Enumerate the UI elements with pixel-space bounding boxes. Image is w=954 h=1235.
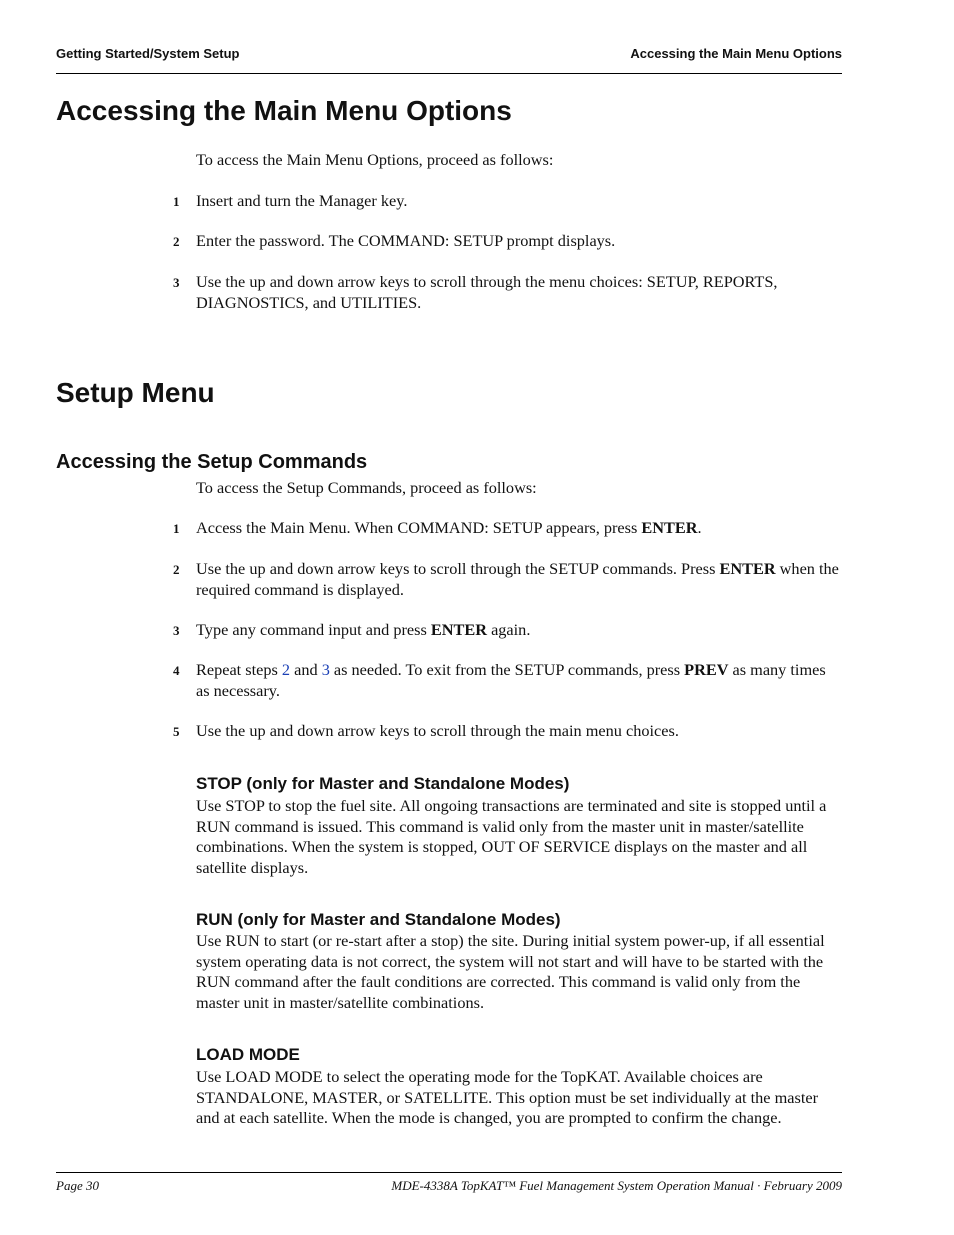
step-number: 3 <box>173 275 180 290</box>
header-section-title: Getting Started/System Setup <box>56 46 240 61</box>
step-text: Use the up and down arrow keys to scroll through the menu choices: SETUP, REPORTS, DIAGNOSTICS, and UTILITIES. <box>196 272 778 312</box>
step-text: Type any command input and press ENTER again. <box>196 620 531 639</box>
load-mode-description: Use LOAD MODE to select the operating mode for the TopKAT. Available choices are STANDALONE, MASTER, or SATELLITE. This option must be set individually at the master and at each satellite. When the mode is changed, you are prompted to confirm the change. <box>196 1067 818 1127</box>
stop-description: Use STOP to stop the fuel site. All ongoing transactions are terminated and site is stopped until a RUN command is issued. This command is valid only from the master unit in master/satellite combinations. When the system is stopped, OUT OF SERVICE displays on the master and all satellite displays. <box>196 796 827 877</box>
load-mode-heading: LOAD MODE <box>196 1045 300 1064</box>
main-menu-heading: Accessing the Main Menu Options <box>56 95 512 126</box>
step-2-link[interactable]: 2 <box>281 660 291 679</box>
stop-heading: STOP (only for Master and Standalone Modes) <box>196 774 570 793</box>
setup-menu-heading: Setup Menu <box>56 377 215 408</box>
page-number: Page 30 <box>56 1178 99 1193</box>
step-text: Use the up and down arrow keys to scroll through the main menu choices. <box>196 721 679 740</box>
step-number: 3 <box>173 623 180 638</box>
setup-commands-intro: To access the Setup Commands, proceed as follows: <box>196 478 537 497</box>
step-number: 4 <box>173 663 180 678</box>
enter-key-label: ENTER <box>641 518 698 537</box>
step-text: Use the up and down arrow keys to scroll through the SETUP commands. Press ENTER when the required command is displayed. <box>196 559 839 599</box>
document-title: MDE-4338A TopKAT™ Fuel Management System Operation Manual · February 2009 <box>391 1178 842 1193</box>
step-number: 1 <box>173 194 180 209</box>
step-number: 1 <box>173 521 180 536</box>
page-footer <box>56 1172 842 1193</box>
setup-commands-heading: Accessing the Setup Commands <box>56 451 368 473</box>
run-heading: RUN (only for Master and Standalone Modes) <box>196 910 561 929</box>
page-header <box>56 45 842 74</box>
step-number: 2 <box>173 562 180 577</box>
step-3-link[interactable]: 3 <box>321 660 330 679</box>
enter-key-label: ENTER <box>430 620 487 639</box>
enter-key-label: ENTER <box>719 559 776 578</box>
step-number: 5 <box>173 724 180 739</box>
prev-key-label: PREV <box>684 660 729 679</box>
step-text: Repeat steps 2 and 3 as needed. To exit from the SETUP commands, press PREV as many times as necessary. <box>196 660 826 700</box>
step-text: Access the Main Menu. When COMMAND: SETUP appears, press ENTER. <box>196 518 702 537</box>
main-menu-intro: To access the Main Menu Options, proceed as follows: <box>196 150 554 169</box>
header-topic-title: Accessing the Main Menu Options <box>630 46 842 61</box>
step-text: Enter the password. The COMMAND: SETUP prompt displays. <box>196 231 616 250</box>
step-text: Insert and turn the Manager key. <box>196 191 408 210</box>
run-description: Use RUN to start (or re-start after a stop) the site. During initial system power-up, if all essential system operating data is not correct, the system will not start and will have to be started with the RUN command after the fault conditions are corrected. This command is valid only from the master unit in master/satellite combinations. <box>196 931 825 1012</box>
step-number: 2 <box>173 234 180 249</box>
